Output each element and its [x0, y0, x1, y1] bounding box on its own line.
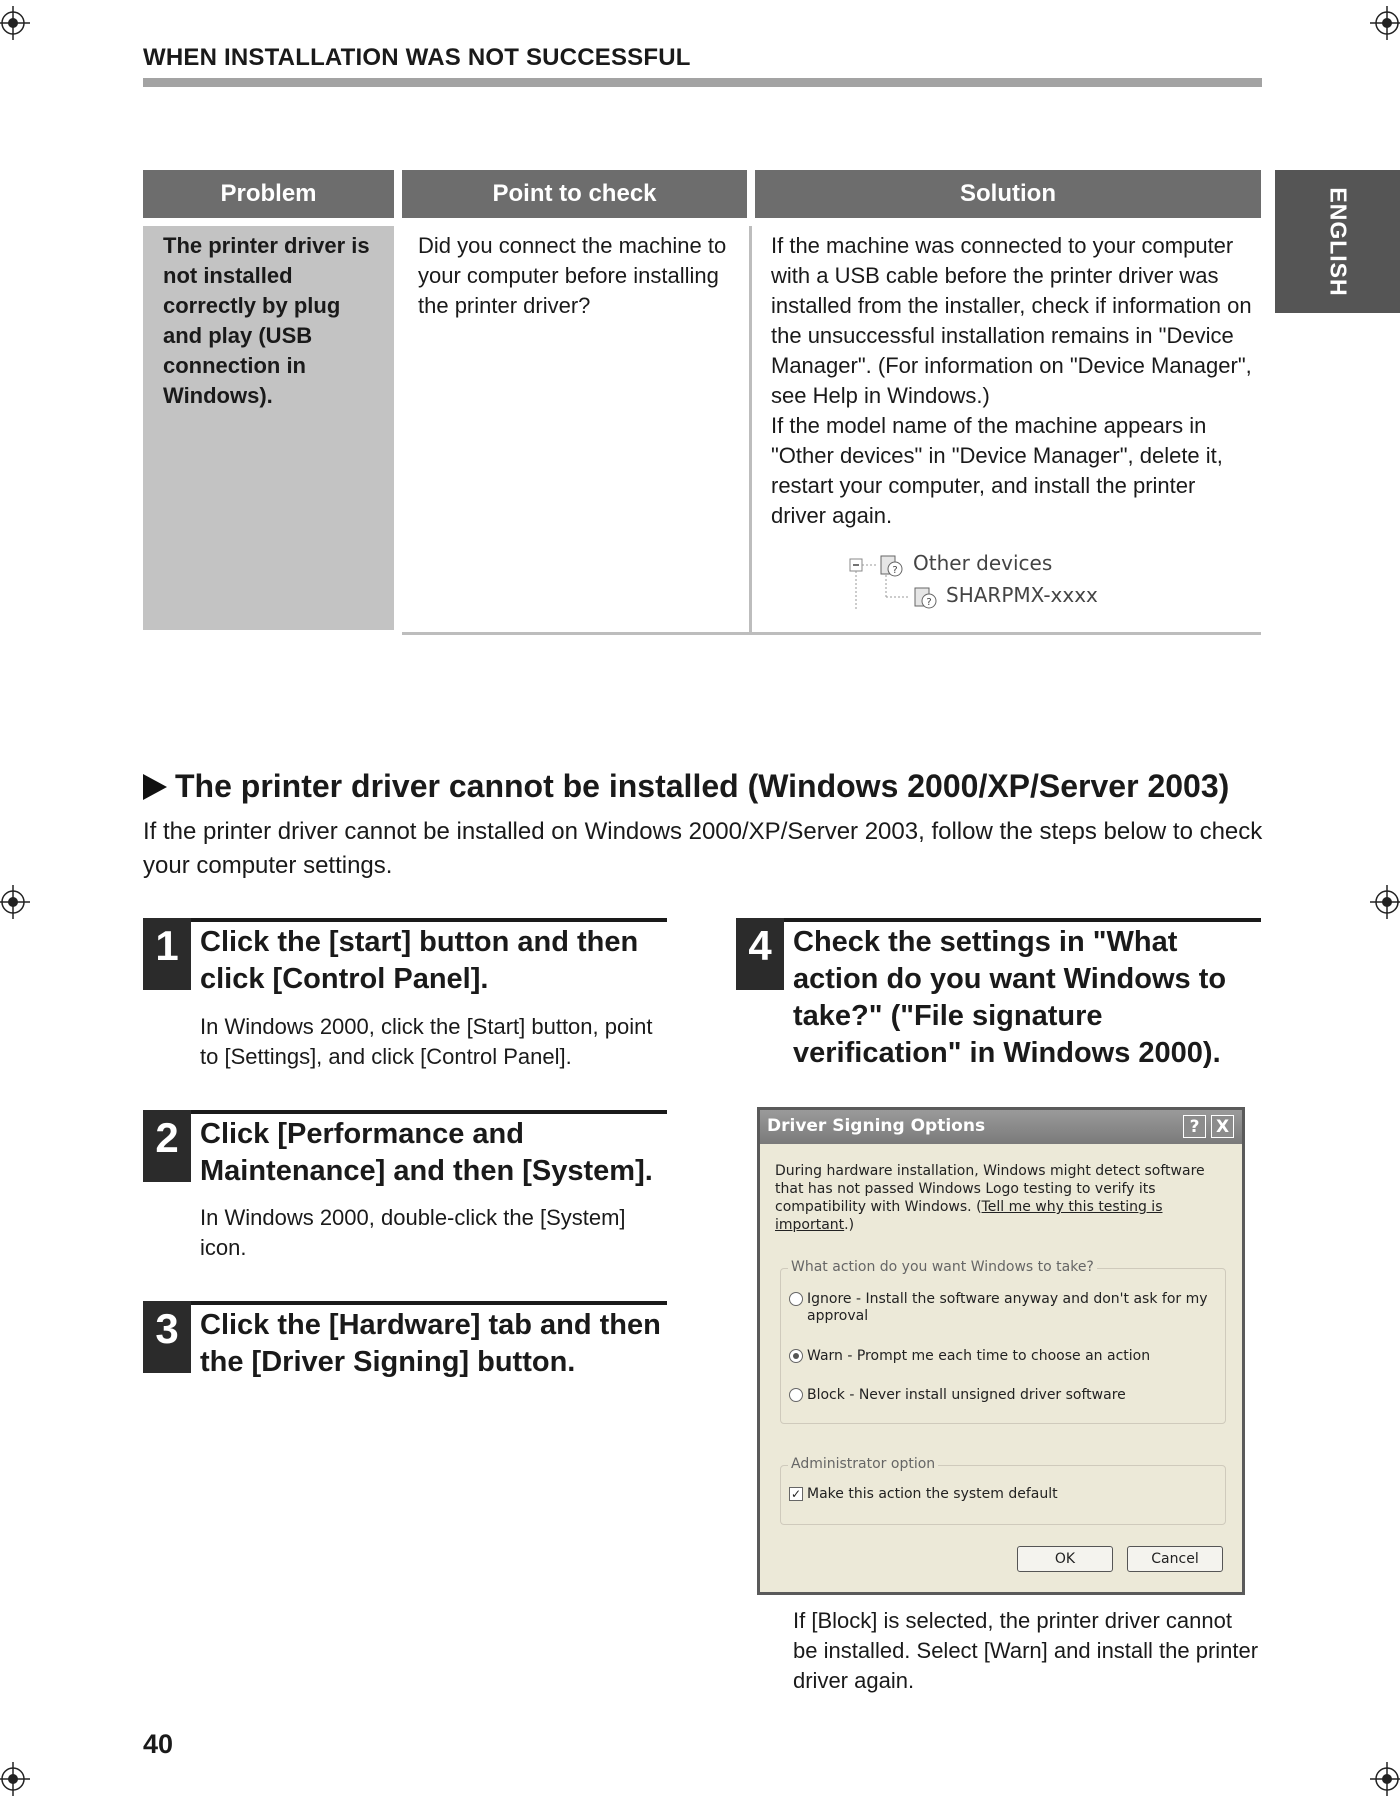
svg-text:?: ?	[926, 597, 932, 608]
radio-ignore[interactable]	[789, 1292, 803, 1306]
step-rule	[143, 1110, 667, 1114]
column-divider	[749, 226, 752, 634]
system-default-checkbox[interactable]: ✓	[790, 1487, 802, 1501]
table-bottom-rule	[402, 632, 1261, 635]
unknown-device-icon	[878, 552, 904, 578]
registration-mark-icon	[0, 1762, 30, 1796]
option-warn-label: Warn - Prompt me each time to choose an action	[807, 1348, 1151, 1364]
radio-warn-selected[interactable]	[789, 1349, 803, 1363]
option-block-label: Block - Never install unsigned driver software	[807, 1387, 1126, 1403]
option-ignore-label	[807, 1291, 1208, 1325]
driver-signing-dialog	[757, 1107, 1245, 1595]
dialog-description-text: During hardware installation, Windows might detect software that has not passed Windows Logo testing to verify its compatibility with Windows. (	[775, 1163, 1205, 1215]
svg-text:?: ?	[892, 565, 898, 576]
dialog-title: Driver Signing Options	[767, 1116, 986, 1136]
header-rule	[143, 78, 1262, 87]
option-warn[interactable]	[789, 1348, 1150, 1365]
ok-button[interactable]: OK	[1017, 1546, 1113, 1572]
dialog-title-bar	[760, 1110, 1242, 1144]
step-number-1: 1	[143, 918, 191, 990]
radio-block[interactable]	[789, 1388, 803, 1402]
language-side-tab-label: ENGLISH	[1325, 186, 1351, 297]
step-rule	[143, 918, 667, 922]
tree-item-sharp-device: SHARPMX-xxxx	[946, 583, 1098, 607]
registration-mark-icon	[1370, 885, 1400, 919]
registration-mark-icon	[0, 6, 30, 40]
triangle-bullet-icon	[143, 774, 167, 800]
point-to-check-text: Did you connect the machine to your computer before installing the printer driver?	[418, 233, 727, 318]
cancel-button[interactable]: Cancel	[1127, 1546, 1223, 1572]
device-manager-tree	[848, 547, 1108, 615]
language-side-tab	[1275, 170, 1400, 313]
section-intro: If the printer driver cannot be installed on Windows 2000/XP/Server 2003, follow the steps below to check your computer settings.	[143, 818, 1263, 879]
page-header-title: WHEN INSTALLATION WAS NOT SUCCESSFUL	[143, 44, 691, 71]
solution-paragraph-2: If the model name of the machine appears in "Other devices" in "Device Manager", delete it, restart your computer, and install the printer driver again.	[771, 413, 1223, 528]
windows-action-group	[780, 1259, 1226, 1424]
administrator-option-group-label: Administrator option	[788, 1456, 938, 1472]
step-rule	[143, 1301, 667, 1305]
solution-paragraph-1: If the machine was connected to your computer with a USB cable before the printer driver was installed from the installer, check if information on the unsuccessful installation remains in "Device Manager". (For information on "Device Manager", see Help in Windows.)	[771, 233, 1252, 408]
registration-mark-icon	[1370, 6, 1400, 40]
step-3-title: Click the [Hardware] tab and then the [Driver Signing] button.	[200, 1309, 661, 1378]
step-number-4: 4	[736, 918, 784, 990]
page-number: 40	[143, 1729, 174, 1759]
option-ignore[interactable]	[789, 1291, 1208, 1325]
system-default-checkbox-row[interactable]	[789, 1486, 1058, 1503]
step-2-body: In Windows 2000, double-click the [System] icon.	[200, 1205, 626, 1260]
dialog-description	[775, 1162, 1225, 1234]
help-button[interactable]: ?	[1183, 1115, 1206, 1138]
table-header-point-to-check: Point to check	[402, 170, 747, 218]
unknown-device-icon	[912, 584, 938, 610]
table-header-problem: Problem	[143, 170, 394, 218]
step-rule	[736, 918, 1261, 922]
option-ignore-line1: Ignore - Install the software anyway and don't ask for my	[807, 1291, 1208, 1307]
dialog-description-end: .)	[844, 1217, 855, 1233]
step-1-body: In Windows 2000, click the [Start] button, point to [Settings], and click [Control Panel].	[200, 1014, 653, 1069]
step-2-title: Click [Performance and Maintenance] and then [System].	[200, 1118, 653, 1187]
windows-action-group-label: What action do you want Windows to take?	[788, 1259, 1097, 1275]
step-number-3: 3	[143, 1301, 191, 1373]
registration-mark-icon	[0, 885, 30, 919]
step-number-2: 2	[143, 1110, 191, 1182]
close-button[interactable]: X	[1211, 1115, 1234, 1138]
option-ignore-line2: approval	[807, 1308, 869, 1324]
step-1-title: Click the [start] button and then click [Control Panel].	[200, 926, 639, 995]
system-default-checkbox-label: Make this action the system default	[807, 1486, 1058, 1502]
problem-text: The printer driver is not installed correctly by plug and play (USB connection in Windows).	[163, 233, 370, 408]
step-4-body: If [Block] is selected, the printer driver cannot be installed. Select [Warn] and install the printer driver again.	[793, 1608, 1259, 1693]
registration-mark-icon	[1370, 1762, 1400, 1796]
step-4-title: Check the settings in "What action do you want Windows to take?" ("File signature verification" in Windows 2000).	[793, 926, 1227, 1069]
tree-item-other-devices: Other devices	[913, 551, 1053, 575]
table-header-solution: Solution	[755, 170, 1261, 218]
section-heading	[143, 768, 1229, 805]
option-block[interactable]	[789, 1387, 1126, 1404]
testing-info-link[interactable]: Tell me why this testing is important	[775, 1199, 1163, 1233]
solution-text	[771, 231, 1256, 531]
administrator-option-group	[780, 1456, 1226, 1525]
section-heading-text: The printer driver cannot be installed (Windows 2000/XP/Server 2003)	[175, 768, 1230, 804]
